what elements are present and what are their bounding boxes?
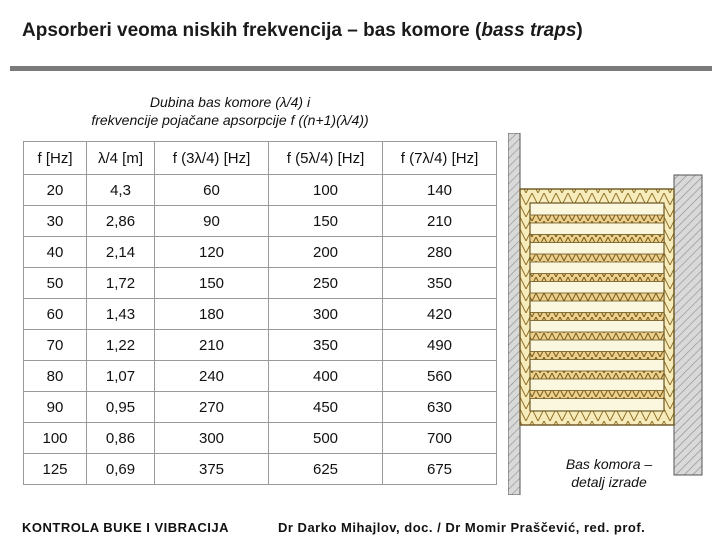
table-cell: 210: [155, 330, 269, 361]
footer-authors: Dr Darko Mihajlov, doc. / Dr Momir Praščević, red. prof.: [278, 520, 646, 535]
table-cell: 350: [383, 268, 497, 299]
header-f-3-quarter: f (3λ/4) [Hz]: [155, 142, 269, 175]
footer-course-title: KONTROLA BUKE I VIBRACIJA: [22, 520, 230, 535]
table-cell: 70: [24, 330, 87, 361]
table-cell: 270: [155, 392, 269, 423]
absorber-strip: [530, 293, 664, 301]
diagram-caption-line-1: Bas komora –: [565, 456, 653, 472]
table-cell: 250: [269, 268, 383, 299]
table-row: [24, 454, 497, 485]
table-cell: 20: [24, 175, 87, 206]
bass-trap-diagram: [508, 133, 704, 495]
header-quarter-wavelength: λ/4 [m]: [87, 142, 155, 175]
table-body: [24, 175, 497, 485]
table-cell: 200: [269, 237, 383, 268]
table-cell: 560: [383, 361, 497, 392]
absorber-strip: [530, 254, 664, 262]
table-cell: 60: [155, 175, 269, 206]
table-cell: 90: [155, 206, 269, 237]
page-title: [22, 20, 712, 42]
frequency-table: [23, 141, 497, 485]
table-row: [24, 237, 497, 268]
table-cell: 180: [155, 299, 269, 330]
table-cell: 140: [383, 175, 497, 206]
absorber-strip: [530, 332, 664, 340]
table-cell: 60: [24, 299, 87, 330]
table-cell: 1,07: [87, 361, 155, 392]
absorber-strip: [530, 274, 664, 282]
table-cell: 240: [155, 361, 269, 392]
table-cell: 1,43: [87, 299, 155, 330]
table-cell: 300: [155, 423, 269, 454]
table-cell: 0,69: [87, 454, 155, 485]
table-cell: 450: [269, 392, 383, 423]
absorber-strip: [530, 215, 664, 223]
right-wall: [674, 175, 702, 475]
table-cell: 90: [24, 392, 87, 423]
table-row: [24, 268, 497, 299]
table-caption: [60, 93, 400, 129]
table-cell: 4,3: [87, 175, 155, 206]
table-row: [24, 330, 497, 361]
table-cell: 625: [269, 454, 383, 485]
table-header-row: [24, 142, 497, 175]
absorber-strip: [530, 235, 664, 243]
table-row: [24, 175, 497, 206]
title-divider: [10, 66, 712, 71]
table-cell: 100: [24, 423, 87, 454]
caption-line-2: frekvencije pojačane apsorpcije f ((n+1)(λ/4)): [91, 112, 369, 128]
table-cell: 150: [155, 268, 269, 299]
table-cell: 300: [269, 299, 383, 330]
table-cell: 375: [155, 454, 269, 485]
table-cell: 350: [269, 330, 383, 361]
absorber-strip: [530, 352, 664, 360]
table-cell: 675: [383, 454, 497, 485]
table-cell: 1,72: [87, 268, 155, 299]
table-cell: 630: [383, 392, 497, 423]
table-cell: 700: [383, 423, 497, 454]
table-cell: 0,86: [87, 423, 155, 454]
absorber-strip: [530, 313, 664, 321]
caption-line-1: Dubina bas komore (λ/4) i: [149, 94, 311, 110]
title-main-text: Apsorberi veoma niskih frekvencija – bas komore (: [22, 20, 482, 41]
header-f-5-quarter: f (5λ/4) [Hz]: [269, 142, 383, 175]
table-cell: 1,22: [87, 330, 155, 361]
table-cell: 40: [24, 237, 87, 268]
table-cell: 120: [155, 237, 269, 268]
table-cell: 490: [383, 330, 497, 361]
title-italic-text: bass traps: [481, 20, 577, 41]
table-cell: 50: [24, 268, 87, 299]
table-cell: 0,95: [87, 392, 155, 423]
table-cell: 2,14: [87, 237, 155, 268]
table-cell: 420: [383, 299, 497, 330]
table-cell: 2,86: [87, 206, 155, 237]
table-cell: 280: [383, 237, 497, 268]
absorber-strip: [530, 371, 664, 379]
title-end-text: ): [576, 20, 583, 41]
table-cell: 100: [269, 175, 383, 206]
table-row: [24, 392, 497, 423]
left-wall-post: [508, 133, 520, 495]
absorber-strip: [530, 391, 664, 399]
table-row: [24, 299, 497, 330]
header-frequency: f [Hz]: [24, 142, 87, 175]
table-cell: 400: [269, 361, 383, 392]
table-cell: 500: [269, 423, 383, 454]
table-row: [24, 361, 497, 392]
diagram-caption: [542, 455, 676, 491]
table-cell: 210: [383, 206, 497, 237]
table-cell: 150: [269, 206, 383, 237]
header-f-7-quarter: f (7λ/4) [Hz]: [383, 142, 497, 175]
table-cell: 30: [24, 206, 87, 237]
table-cell: 125: [24, 454, 87, 485]
diagram-caption-line-2: detalj izrade: [571, 474, 647, 490]
table-row: [24, 423, 497, 454]
table-row: [24, 206, 497, 237]
table-cell: 80: [24, 361, 87, 392]
